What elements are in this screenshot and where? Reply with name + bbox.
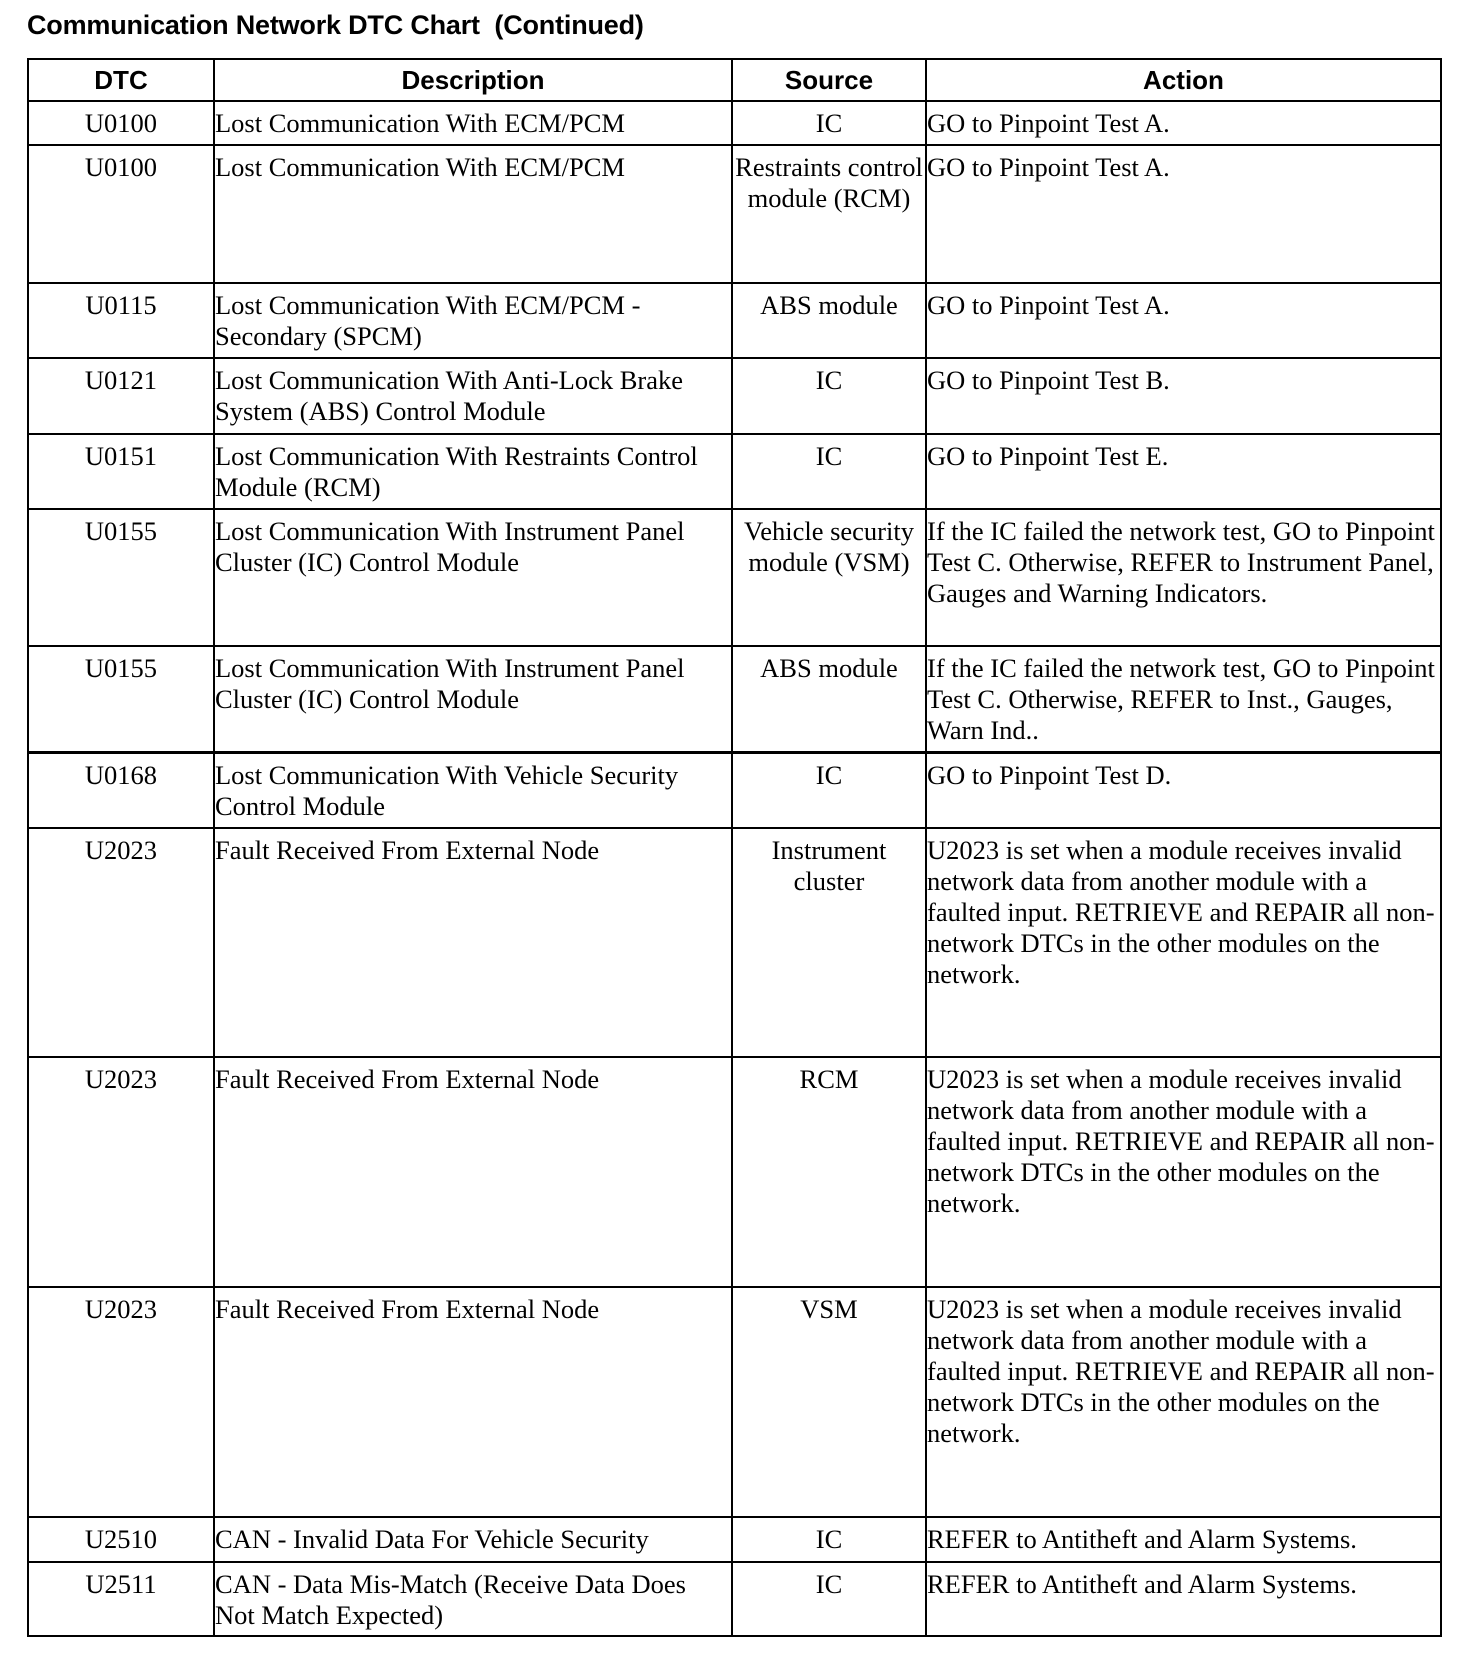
source-cell: VSM [732,1287,926,1517]
description-cell: Lost Communication With ECM/PCM - Secondary (SPCM) [214,283,732,358]
table-row [28,509,1441,646]
table-row [28,145,1441,283]
dtc-cell: U0100 [28,101,214,145]
header-description: Description [214,59,732,101]
source-cell: ABS module [732,646,926,752]
description-cell: Lost Communication With Restraints Control Module (RCM) [214,434,732,509]
source-cell: Vehicle security module (VSM) [732,509,926,646]
table-header-row [28,59,1441,101]
description-cell: Lost Communication With Anti-Lock Brake System (ABS) Control Module [214,358,732,434]
description-cell: Lost Communication With ECM/PCM [214,145,732,283]
source-cell: RCM [732,1057,926,1287]
dtc-cell: U0155 [28,509,214,646]
table-row [28,1517,1441,1562]
source-cell: Instrument cluster [732,828,926,1057]
header-dtc: DTC [28,59,214,101]
description-cell: Lost Communication With Vehicle Security Control Module [214,752,732,828]
action-cell: If the IC failed the network test, GO to Pinpoint Test C. Otherwise, REFER to Instrument Panel, Gauges and Warning Indicators. [926,509,1441,646]
page-title: Communication Network DTC Chart (Continued) [27,10,644,40]
action-cell: U2023 is set when a module receives invalid network data from another module with a faulted input. RETRIEVE and REPAIR all non-network DTCs in the other modules on the network. [926,1287,1441,1517]
action-cell: REFER to Antitheft and Alarm Systems. [926,1562,1441,1636]
action-cell: U2023 is set when a module receives invalid network data from another module with a faulted input. RETRIEVE and REPAIR all non-network DTCs in the other modules on the network. [926,828,1441,1057]
dtc-cell: U0151 [28,434,214,509]
table-row [28,434,1441,509]
action-cell: If the IC failed the network test, GO to Pinpoint Test C. Otherwise, REFER to Inst., Gauges, Warn Ind.. [926,646,1441,752]
description-cell: Fault Received From External Node [214,1057,732,1287]
source-cell: IC [732,1517,926,1562]
table-row [28,283,1441,358]
description-cell: Lost Communication With Instrument Panel Cluster (IC) Control Module [214,509,732,646]
table-row [28,1562,1441,1636]
description-cell: Lost Communication With Instrument Panel Cluster (IC) Control Module [214,646,732,752]
action-cell: GO to Pinpoint Test A. [926,145,1441,283]
action-cell: U2023 is set when a module receives invalid network data from another module with a faulted input. RETRIEVE and REPAIR all non-network DTCs in the other modules on the network. [926,1057,1441,1287]
dtc-cell: U2023 [28,1287,214,1517]
dtc-cell: U0115 [28,283,214,358]
dtc-cell: U2023 [28,828,214,1057]
table-row [28,828,1441,1057]
dtc-cell: U0121 [28,358,214,434]
description-cell: CAN - Data Mis-Match (Receive Data Does Not Match Expected) [214,1562,732,1636]
description-cell: CAN - Invalid Data For Vehicle Security [214,1517,732,1562]
table-row [28,752,1441,828]
header-source: Source [732,59,926,101]
dtc-table [27,58,1442,1637]
source-cell: ABS module [732,283,926,358]
description-cell: Fault Received From External Node [214,828,732,1057]
table-row [28,1287,1441,1517]
description-cell: Fault Received From External Node [214,1287,732,1517]
source-cell: Restraints control module (RCM) [732,145,926,283]
action-cell: GO to Pinpoint Test E. [926,434,1441,509]
action-cell: REFER to Antitheft and Alarm Systems. [926,1517,1441,1562]
table-row [28,1057,1441,1287]
table-row [28,101,1441,145]
description-cell: Lost Communication With ECM/PCM [214,101,732,145]
header-action: Action [926,59,1441,101]
source-cell: IC [732,1562,926,1636]
source-cell: IC [732,101,926,145]
action-cell: GO to Pinpoint Test B. [926,358,1441,434]
action-cell: GO to Pinpoint Test A. [926,283,1441,358]
table-row [28,646,1441,752]
dtc-cell: U0155 [28,646,214,752]
source-cell: IC [732,358,926,434]
dtc-cell: U2023 [28,1057,214,1287]
table-row [28,358,1441,434]
dtc-cell: U0168 [28,752,214,828]
dtc-cell: U2511 [28,1562,214,1636]
source-cell: IC [732,434,926,509]
action-cell: GO to Pinpoint Test D. [926,752,1441,828]
action-cell: GO to Pinpoint Test A. [926,101,1441,145]
dtc-cell: U0100 [28,145,214,283]
source-cell: IC [732,752,926,828]
dtc-cell: U2510 [28,1517,214,1562]
